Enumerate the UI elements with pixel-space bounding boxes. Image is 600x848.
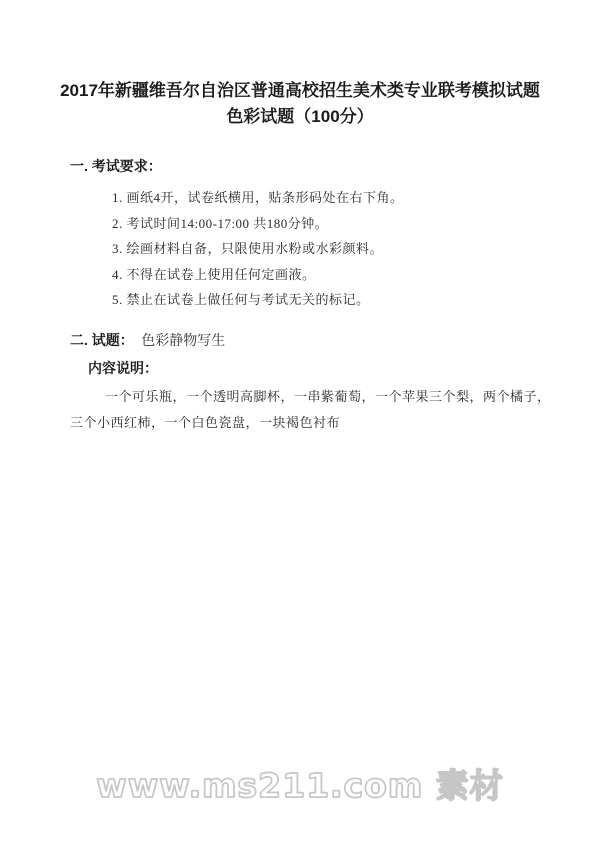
content-description: 一个可乐瓶，一个透明高脚杯，一串紫葡萄，一个苹果三个梨，两个橘子，三个小西红柿，一个白色瓷盘，一块褐色衬布 xyxy=(70,388,551,430)
requirements-heading: 一. 考试要求： xyxy=(70,158,162,174)
requirement-item-1: 1. 画纸4开，试卷纸横用，贴条形码处在右下角。 xyxy=(112,190,404,205)
requirement-item-3: 3. 绘画材料自备，只限使用水粉或水彩颜料。 xyxy=(112,241,384,256)
content-subheading: 内容说明： xyxy=(88,359,158,376)
title-line-2: 色彩试题（100分） xyxy=(226,107,374,126)
requirements-section xyxy=(0,156,600,313)
document-title xyxy=(0,0,600,130)
requirement-item-2: 2. 考试时间14:00-17:00 共180分钟。 xyxy=(112,215,329,231)
question-heading xyxy=(70,330,570,352)
watermark-text: www.ms211.com 素材 xyxy=(96,766,504,805)
requirements-list xyxy=(112,185,570,313)
question-section xyxy=(0,330,600,436)
question-heading-label: 二. 试题： xyxy=(70,331,134,348)
title-line-1: 2017年新疆维吾尔自治区普通高校招生美术类专业联考模拟试题 xyxy=(60,81,540,100)
question-heading-value: 色彩静物写生 xyxy=(141,333,226,349)
requirement-item-4: 4. 不得在试卷上使用任何定画液。 xyxy=(112,266,316,282)
requirement-item-5: 5. 禁止在试卷上做任何与考试无关的标记。 xyxy=(112,292,370,307)
